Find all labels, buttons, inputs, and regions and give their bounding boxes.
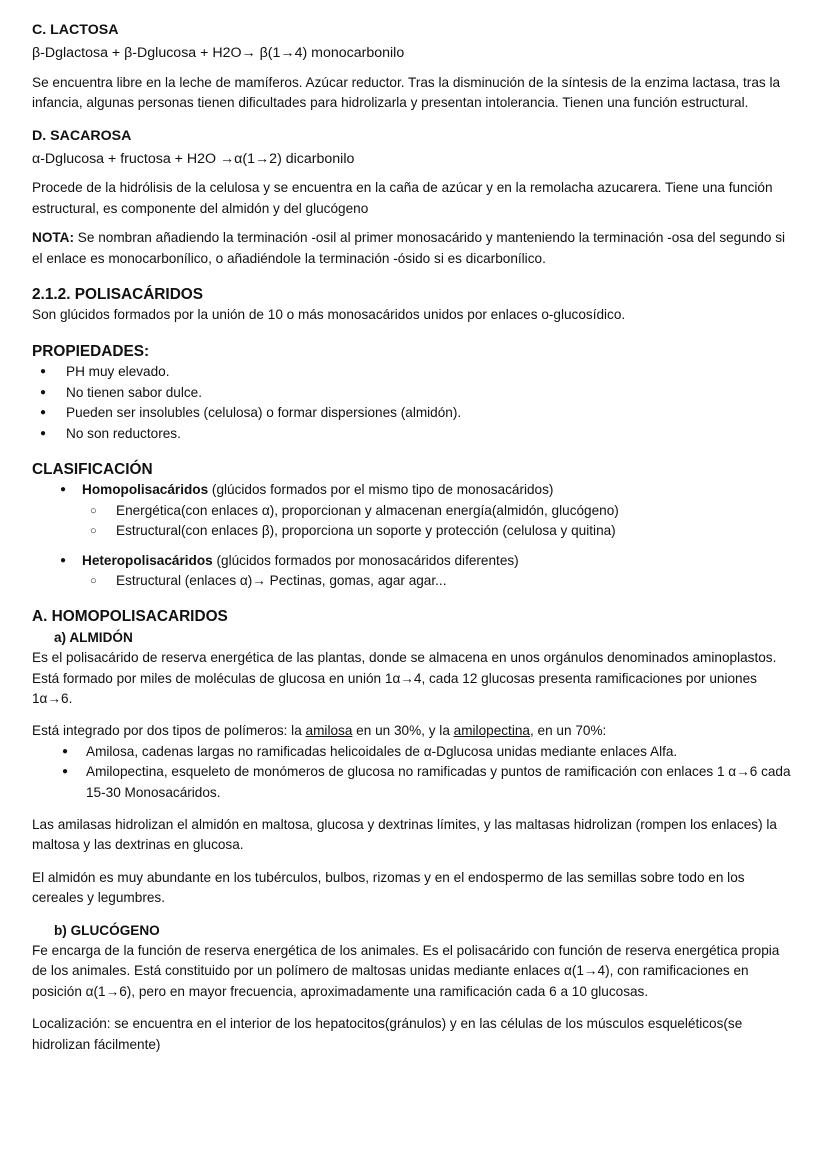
clasificacion-list: [32, 480, 792, 500]
heteropolisacaridos-sublist: [32, 571, 792, 591]
glucogeno-heading: b) GLUCÓGENO: [54, 922, 160, 938]
glucogeno-paragraph-1: Fe encarga de la función de reserva energética de los animales. Es el polisacárido con función de reserva energética propia de los animales. Está constituido por un polímero de maltosas unidas mediante enlaces α(1→4), con ramificaciones en posición α(1→6), pero en mayor frecuencia, aproximadamente una ramificación cada 6 a 10 glucosas.: [32, 943, 780, 999]
lactosa-heading: C. LACTOSA: [32, 22, 119, 38]
lactosa-formula: β-Dglactosa + β-Dglucosa + H2O→ β(1→4) monocarbonilo: [32, 45, 405, 62]
homopolisacaridos-text: (glúcidos formados por el mismo tipo de monosacáridos): [208, 482, 554, 498]
list-item: ● No tienen sabor dulce.: [32, 383, 792, 403]
clasificacion-list-2: [32, 551, 792, 571]
list-item: ● No son reductores.: [32, 424, 792, 444]
homopolisacaridos-item: [54, 480, 792, 500]
list-item: ○ Estructural (enlaces α)→ Pectinas, gomas, agar agar...: [32, 571, 792, 591]
amilosa-term: amilosa: [305, 723, 353, 739]
heteropolisacaridos-item: [54, 551, 792, 571]
heteropolisacaridos-label: Heteropolisacáridos: [82, 552, 213, 568]
almidon-paragraph-3: Las amilasas hidrolizan el almidón en maltosa, glucosa y dextrinas límites, y las maltasas hidrolizan (rompen los enlaces) la maltosa y las dextrinas en glucosa.: [32, 817, 777, 853]
propiedades-heading: PROPIEDADES:: [32, 342, 150, 360]
polisacaridos-heading: 2.1.2. POLISACÁRIDOS: [32, 286, 204, 304]
sacarosa-heading: D. SACAROSA: [32, 127, 132, 144]
almidon-text: , en un 70%:: [529, 723, 607, 739]
nota-text: Se nombran añadiendo la terminación -osil al primer monosacárido y manteniendo la terminación -osa del segundo si el enlace es monocarbonílico, o añadiéndole la terminación -ósido si es dicarbonílico.: [32, 230, 786, 266]
list-item: ○ Energética(con enlaces α), proporcionan y almacenan energía(almidón, glucógeno): [32, 501, 792, 521]
almidon-paragraph-1: Es el polisacárido de reserva energética de las plantas, donde se almacena en unos orgánulos denominados aminoplastos. Está formado por miles de moléculas de glucosa en unión 1α→4, cada 12 glucosas presenta ramificaciones por uniones 1α→6.: [32, 650, 777, 706]
propiedades-list: [32, 362, 792, 444]
nota-paragraph: [32, 228, 792, 269]
list-item: ● Pueden ser insolubles (celulosa) o formar dispersiones (almidón).: [32, 403, 792, 423]
almidon-text: en un 30%, y la: [352, 723, 454, 739]
sacarosa-formula: α-Dglucosa + fructosa + H2O →α(1→2) dicarbonilo: [32, 151, 355, 168]
almidon-paragraph-4: El almidón es muy abundante en los tubérculos, bulbos, rizomas y en el endospermo de las semillas sobre todo en los cereales y legumbres.: [32, 869, 745, 906]
homopolisacaridos-label: Homopolisacáridos: [82, 482, 209, 498]
almidon-text: Está integrado por dos tipos de polímeros: la: [32, 723, 306, 739]
list-item: ● Amilopectina, esqueleto de monómeros de glucosa no ramificadas y puntos de ramificación con enlaces 1 α→6 cada 15-30 Monosacáridos.: [32, 762, 792, 803]
list-item: ○ Estructural(con enlaces β), proporciona un soporte y protección (celulosa y quitina): [32, 521, 792, 541]
nota-label: NOTA:: [32, 230, 75, 246]
heteropolisacaridos-text: (glúcidos formados por monosacáridos diferentes): [212, 552, 519, 568]
amilopectina-term: amilopectina: [453, 723, 530, 739]
clasificacion-heading: CLASIFICACIÓN: [32, 460, 153, 478]
homopolisacaridos-heading: A. HOMOPOLISACARIDOS: [32, 608, 228, 626]
homopolisacaridos-sublist: [32, 501, 792, 542]
sacarosa-paragraph: Procede de la hidrólisis de la celulosa y se encuentra en la caña de azúcar y en la remolacha azucarera. Tiene una función estructural, es componente del almidón y del glucógeno: [32, 180, 773, 216]
list-item: ● Amilosa, cadenas largas no ramificadas helicoidales de α-Dglucosa unidas mediante enlaces Alfa.: [32, 742, 792, 762]
lactosa-paragraph: Se encuentra libre en la leche de mamíferos. Azúcar reductor. Tras la disminución de la síntesis de la enzima lactasa, tras la infancia, algunas personas tienen dificultades para hidrolizarla y presentan intolerancia. Tienen una función estructural.: [32, 74, 781, 111]
list-item: ● PH muy elevado.: [32, 362, 792, 382]
almidon-heading: a) ALMIDÓN: [54, 629, 133, 645]
almidon-paragraph-2: [32, 721, 792, 741]
almidon-list: [32, 742, 792, 803]
polisacaridos-paragraph: Son glúcidos formados por la unión de 10 o más monosacáridos unidos por enlaces o-glucosídico.: [32, 307, 626, 323]
glucogeno-paragraph-2: Localización: se encuentra en el interior de los hepatocitos(gránulos) y en las células de los músculos esqueléticos(se hidrolizan fácilmente): [32, 1016, 743, 1052]
